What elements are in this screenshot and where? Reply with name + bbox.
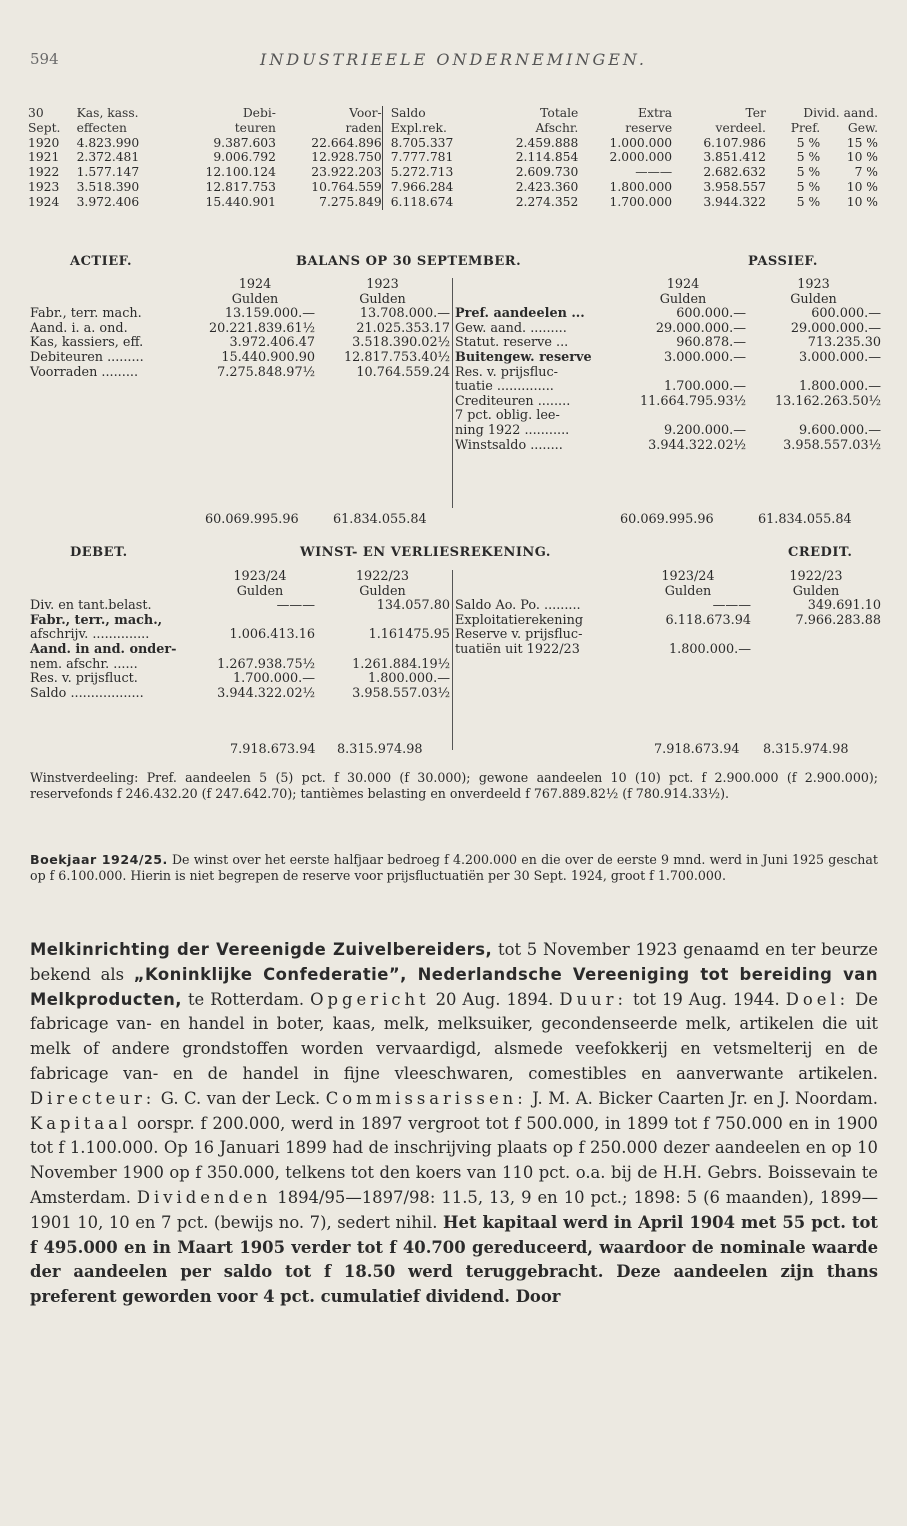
ledger-value: 134.057.80 — [376, 598, 450, 614]
balans-actief — [30, 278, 450, 380]
stats-cell: 9.387.603 — [213, 135, 276, 150]
stats-cell: 7.275.849 — [319, 194, 382, 209]
stats-cell: 1921 — [28, 150, 60, 165]
ledger-row — [30, 658, 450, 673]
unit-label: Gulden — [359, 291, 406, 307]
ledger-row — [455, 439, 881, 454]
ledger-value — [620, 409, 746, 424]
ledger-label: Debiteuren ......... — [30, 349, 144, 365]
article-text: 1894/95—1897/98: 11.5, 13, 9 en 10 pct.; 1898: 5 (6 maanden), 1899—1901 10, 10 en 7 pct. (bewijs no. 7), sedert nihil. — [30, 1187, 878, 1232]
boekjaar-paragraph — [30, 852, 878, 883]
stats-header-cell: Sept. — [28, 120, 61, 135]
ledger-value: 3.972.406.47 — [229, 335, 315, 351]
ledger-row — [455, 409, 881, 424]
year-label: 1923 — [366, 277, 399, 292]
ledger-row — [455, 307, 881, 322]
unit-label: Gulden — [231, 291, 279, 307]
unit-label: Gulden — [792, 583, 840, 599]
stats-cell: 1.000.000 — [609, 135, 673, 150]
stats-cell: 10 % — [846, 194, 878, 209]
year-label: 1922/23 — [355, 569, 410, 584]
ledger-value — [315, 643, 450, 658]
ledger-value: 1.800.000.— — [368, 671, 450, 687]
ledger-label: Res. v. prijsfluct. — [30, 671, 138, 687]
ledger-label: Fabr., terr. mach. — [30, 306, 142, 322]
winst-total-debet-b: 8.315.974.98 — [337, 742, 423, 757]
stats-cell: 1923 — [28, 179, 60, 194]
stats-row — [28, 136, 878, 151]
ledger-row — [30, 351, 450, 366]
ledger-value: ——— — [712, 598, 751, 614]
ledger-row — [30, 614, 450, 629]
ledger-value: 3.944.322.02½ — [217, 685, 315, 701]
stats-cell: 2.000.000 — [609, 150, 673, 165]
stats-cell: 1924 — [28, 194, 60, 209]
ledger-label: Gew. aand. ......... — [455, 320, 567, 336]
winst-debet — [30, 570, 450, 701]
ledger-value: ——— — [276, 598, 315, 614]
column-divider — [382, 106, 391, 121]
stats-cell: 4.823.990 — [76, 135, 140, 150]
stats-cell: 10 % — [846, 179, 878, 194]
stats-cell: 5 % — [796, 165, 821, 180]
ledger-row — [30, 672, 450, 687]
year-label: 1923/24 — [661, 569, 715, 584]
ledger-value: 3.944.322.02½ — [648, 437, 746, 453]
ledger-value: 3.958.557.03½ — [352, 685, 450, 701]
ledger-label: Buitengew. reserve — [455, 349, 592, 365]
stats-cell: 1.700.000 — [609, 194, 673, 209]
column-divider — [382, 180, 391, 195]
winst-total-debet-a: 7.918.673.94 — [230, 742, 316, 757]
article-text: De fabricage van- en handel in boter, kaas, melk, melksuiker, gecondenseerde melk, artikelen die uit melk of andere grondstoffen worden vervaardigd, alsmede veefokkerij en vetsmelterij en de fabricage van- en de handel in fijne vleeschwaren, comestibles en aanverwante artikelen. — [30, 989, 878, 1083]
boekjaar-text: De winst over het eerste halfjaar bedroeg f 4.200.000 en die over de eerste 9 mnd. werd in Juni 1925 geschat op f 6.100.000. Hierin is niet begrepen de reserve voor prijsfluctuatiën per 30 Sept. 1924, groot f 1.700.000. — [30, 852, 878, 883]
ledger-label: Saldo Ao. Po. ......... — [455, 598, 581, 614]
ledger-value: 3.000.000.— — [799, 349, 881, 365]
stats-header-cell: Pref. — [790, 120, 821, 135]
passief-heading: PASSIEF. — [748, 254, 818, 269]
opgericht-label: Opgericht — [310, 989, 430, 1009]
ledger-value: 7.966.283.88 — [795, 612, 881, 628]
ledger-label: Aand. i. a. ond. — [30, 320, 128, 336]
ledger-label: afschrijv. .............. — [30, 627, 150, 643]
stats-cell: 3.972.406 — [76, 194, 140, 209]
ledger-value: 960.878.— — [676, 335, 746, 351]
running-title: INDUSTRIEELE ONDERNEMINGEN. — [260, 50, 647, 69]
stats-cell: 15.440.901 — [205, 194, 276, 209]
stats-cell: 2.423.360 — [515, 179, 579, 194]
ledger-value: 1.700.000.— — [664, 379, 746, 395]
stats-cell: 3.518.390 — [76, 179, 140, 194]
stats-cell: 7 % — [854, 165, 878, 180]
stats-cell: 5 % — [796, 179, 821, 194]
ledger-value: 7.275.848.97½ — [217, 364, 315, 380]
ledger-label: Exploitatierekening — [455, 612, 584, 628]
stats-cell: 2.459.888 — [515, 135, 579, 150]
kapitaal-label: Kapitaal — [30, 1113, 132, 1133]
page-number: 594 — [30, 50, 59, 68]
ledger-value — [620, 366, 746, 381]
stats-cell: 2.274.352 — [515, 194, 579, 209]
stats-cell: 2.114.854 — [515, 150, 579, 165]
ledger-value: 6.118.673.94 — [665, 612, 751, 628]
column-divider — [382, 121, 391, 136]
company-name: Melkinrichting der Vereenigde Zuivelbereiders, — [30, 940, 493, 959]
year-label: 1924 — [238, 277, 272, 292]
year-label: 1922/23 — [789, 569, 843, 584]
directeur-label: Directeur: — [30, 1088, 156, 1108]
ledger-value — [746, 366, 881, 381]
ledger-value: 20.221.839.61½ — [208, 320, 315, 336]
stats-header-cell: teuren — [234, 120, 276, 135]
ledger-row — [455, 322, 881, 337]
ledger-row — [455, 366, 881, 381]
ledger-row — [30, 322, 450, 337]
winst-credit — [452, 570, 881, 750]
stats-cell: 1920 — [28, 135, 60, 150]
ledger-label: Aand. in and. onder- — [30, 641, 177, 657]
ledger-label: tuatie .............. — [455, 379, 554, 395]
stats-header-row — [28, 106, 878, 121]
balans-title: BALANS OP 30 SEPTEMBER. — [296, 254, 522, 269]
ledger-value: 1.267.938.75½ — [217, 656, 315, 672]
page-header — [30, 50, 877, 78]
article-paragraph — [30, 938, 878, 1310]
ledger-label: Res. v. prijsfluc- — [455, 364, 558, 380]
stats-header-cell: Kas, kass. — [76, 106, 139, 120]
stats-cell: 1922 — [28, 165, 60, 180]
unit-label: Gulden — [236, 583, 284, 599]
ledger-value: 1.261.884.19½ — [352, 656, 450, 672]
stats-header-cell: Voor- — [349, 106, 382, 120]
ledger-value: 11.664.795.93½ — [639, 393, 746, 409]
ledger-row — [455, 628, 881, 643]
ledger-label: Pref. aandeelen ... — [455, 306, 585, 322]
stats-header-cell: Totale — [540, 106, 579, 120]
stats-cell: 8.705.337 — [390, 135, 454, 150]
stats-cell: ——— — [635, 165, 673, 180]
stats-cell: 6.118.674 — [390, 194, 454, 209]
ledger-label: tuatiën uit 1922/23 — [455, 641, 580, 657]
ledger-value: 29.000.000.— — [790, 320, 881, 336]
stats-row — [28, 150, 878, 165]
winst-total-credit-a: 7.918.673.94 — [654, 742, 740, 757]
duur-label: Duur: — [559, 989, 627, 1009]
stats-header-cell: Extra — [638, 106, 673, 120]
year-label: 1923/24 — [233, 569, 287, 584]
ledger-value: 15.440.900.90 — [221, 349, 315, 365]
stats-cell: 5 % — [796, 150, 821, 165]
credit-heading: CREDIT. — [788, 545, 853, 560]
ledger-value: 21.025.353.17 — [356, 320, 450, 336]
stats-cell: 5 % — [796, 194, 821, 209]
stats-header-cell: raden — [345, 120, 382, 135]
unit-label: Gulden — [359, 583, 406, 599]
column-divider — [382, 165, 391, 180]
ledger-value: 1.800.000.— — [669, 641, 751, 657]
article-text: J. M. A. Bicker Caarten Jr. en J. Noordam. — [526, 1088, 878, 1108]
stats-cell: 12.100.124 — [205, 165, 276, 180]
article-text: 20 Aug. 1894. — [429, 989, 560, 1009]
stats-header-cell: Expl.rek. — [390, 120, 447, 135]
stats-cell: 2.682.632 — [703, 165, 766, 180]
stats-cell: 5.272.713 — [390, 165, 454, 180]
stats-cell: 3.944.322 — [703, 194, 766, 209]
ledger-value: 1.006.413.16 — [229, 627, 315, 643]
ledger-value — [205, 643, 315, 658]
ledger-value — [625, 628, 751, 643]
ledger-row — [455, 336, 881, 351]
ledger-value: 9.200.000.— — [664, 422, 746, 438]
ledger-label: Winstsaldo ........ — [455, 437, 563, 453]
unit-label: Gulden — [790, 291, 837, 307]
year-label: 1924 — [666, 277, 700, 292]
dividenden-label: Dividenden — [136, 1187, 272, 1207]
stats-header-cell: Divid. aand. — [803, 106, 878, 120]
balans-total-actief-1923: 61.834.055.84 — [333, 512, 427, 527]
stats-header-row — [28, 121, 878, 136]
statistics-table — [28, 106, 878, 210]
stats-cell: 3.958.557 — [703, 179, 766, 194]
article-text: tot 19 Aug. 1944. — [626, 989, 786, 1009]
stats-cell: 15 % — [846, 135, 878, 150]
stats-header-cell: Afschr. — [535, 120, 579, 135]
stats-cell: 9.006.792 — [213, 150, 276, 165]
ledger-label: Div. en tant.belast. — [30, 598, 152, 614]
stats-cell: 7.777.781 — [390, 150, 454, 165]
winst-title: WINST- EN VERLIESREKENING. — [300, 545, 551, 560]
ledger-label: ning 1922 ........... — [455, 422, 570, 438]
stats-header-cell: verdeel. — [715, 120, 766, 135]
stats-cell: 1.800.000 — [609, 179, 673, 194]
ledger-label: Saldo .................. — [30, 685, 144, 701]
ledger-row — [455, 380, 881, 395]
ledger-row — [30, 336, 450, 351]
ledger-row — [455, 424, 881, 439]
ledger-row — [455, 351, 881, 366]
column-divider — [382, 150, 391, 165]
article-text: tot 5 November 1923 genaamd en ter beurze bekend als — [30, 940, 878, 984]
stats-cell: 1.577.147 — [76, 165, 140, 180]
ledger-value: 29.000.000.— — [655, 320, 746, 336]
company-alias: „Koninklijke Confederatie”, Nederlandsche Vereeniging tot bereiding van Melkproducten, — [30, 964, 878, 1009]
ledger-value: 9.600.000.— — [799, 422, 881, 438]
ledger-value: 13.162.263.50½ — [774, 393, 881, 409]
boekjaar-label: Boekjaar 1924/25. — [30, 852, 168, 867]
ledger-label: Crediteuren ........ — [455, 393, 571, 409]
stats-header-cell: Saldo — [390, 106, 426, 120]
unit-label: Gulden — [664, 583, 712, 599]
stats-row — [28, 180, 878, 195]
ledger-value: 13.708.000.— — [359, 306, 450, 322]
ledger-row — [30, 643, 450, 658]
ledger-label: Statut. reserve ... — [455, 335, 569, 351]
stats-header-cell: Debi- — [242, 106, 276, 120]
stats-cell: 10.764.559 — [311, 179, 382, 194]
actief-heading: ACTIEF. — [70, 254, 133, 269]
ledger-label: Kas, kassiers, eff. — [30, 335, 144, 351]
balans-total-passief-1924: 60.069.995.96 — [620, 512, 714, 527]
article-text: te Rotterdam. — [182, 989, 311, 1009]
stats-row — [28, 195, 878, 210]
ledger-value: 13.159.000.— — [224, 306, 315, 322]
article-text-bold: Het kapitaal werd in April 1904 met 55 pct. tot f 495.000 en in Maart 1905 verder tot f 40.700 gereduceerd, waardoor de nominale waarde der aandeelen per saldo tot f 18.50 werd teruggebracht. Deze aandeelen zijn thans preferent geworden voor 4 pct. cumulatief dividend. Door — [30, 1212, 879, 1307]
stats-cell: 12.928.750 — [311, 150, 382, 165]
ledger-value: 10.764.559.24 — [356, 364, 450, 380]
year-label: 1923 — [797, 277, 830, 292]
ledger-value: 600.000.— — [811, 306, 881, 322]
stats-cell: 2.609.730 — [515, 165, 579, 180]
ledger-row — [455, 614, 881, 629]
stats-cell: 7.966.284 — [390, 179, 454, 194]
ledger-value: 713.235.30 — [807, 335, 881, 351]
ledger-value: 3.958.557.03½ — [783, 437, 881, 453]
ledger-row — [30, 599, 450, 614]
stats-cell: 12.817.753 — [205, 179, 276, 194]
debet-heading: DEBET. — [70, 545, 128, 560]
ledger-label: Fabr., terr., mach., — [30, 612, 163, 628]
stats-header-cell: reserve — [625, 120, 673, 135]
ledger-label: 7 pct. oblig. lee- — [455, 408, 560, 424]
winst-total-credit-b: 8.315.974.98 — [763, 742, 849, 757]
stats-header-cell: effecten — [76, 120, 127, 135]
ledger-value: 1.800.000.— — [799, 379, 881, 395]
stats-cell: 22.664.896 — [311, 135, 382, 150]
article-text: oorspr. f 200.000, werd in 1897 vergroot tot f 500.000, in 1899 tot f 750.000 en in 1900 tot f 1.100.000. Op 16 Januari 1899 had de inschrijving plaats op f 250.000 dezer aandeelen en op 10 November 1900 op f 350.000, telkens tot den koers van 110 pct. o.a. bij de H.H. Gebrs. Boissevain te Amsterdam. — [30, 1113, 878, 1207]
stats-row — [28, 165, 878, 180]
stats-cell: 23.922.203 — [311, 165, 382, 180]
stats-header-cell: Ter — [745, 106, 766, 120]
unit-label: Gulden — [659, 291, 707, 307]
doel-label: Doel: — [785, 989, 850, 1009]
balans-passief — [452, 278, 881, 508]
stats-cell: 10 % — [846, 150, 878, 165]
ledger-value: 1.700.000.— — [233, 671, 315, 687]
ledger-row — [455, 599, 881, 614]
stats-cell: 3.851.412 — [703, 150, 766, 165]
article-text: G. C. van der Leck. — [155, 1088, 326, 1108]
ledger-value — [205, 614, 315, 629]
ledger-value — [751, 643, 881, 658]
ledger-row — [30, 366, 450, 381]
column-divider — [382, 195, 391, 210]
ledger-value — [746, 409, 881, 424]
ledger-row — [30, 687, 450, 702]
stats-cell: 5 % — [796, 135, 821, 150]
ledger-label: Voorraden ......... — [30, 364, 139, 380]
ledger-value: 349.691.10 — [807, 598, 881, 614]
ledger-value: 3.518.390.02½ — [352, 335, 450, 351]
ledger-value — [315, 614, 450, 629]
ledger-value: 3.000.000.— — [664, 349, 746, 365]
ledger-label: nem. afschr. ...... — [30, 656, 138, 672]
ledger-value: 600.000.— — [676, 306, 746, 322]
winstverdeeling-paragraph: Winstverdeeling: Pref. aandeelen 5 (5) pct. f 30.000 (f 30.000); gewone aandeelen 10 (10) pct. f 2.900.000 (f 2.900.000); reservefonds f 246.432.20 (f 247.642.70); tantièmes belasting en onverdeeld f 767.889.82½ (f 780.914.33½). — [30, 770, 878, 801]
balans-total-passief-1923: 61.834.055.84 — [758, 512, 852, 527]
column-divider — [382, 136, 391, 151]
stats-cell: 6.107.986 — [703, 135, 766, 150]
ledger-row — [30, 307, 450, 322]
ledger-row — [455, 395, 881, 410]
stats-header-cell: Gew. — [847, 120, 878, 135]
ledger-label: Reserve v. prijsfluc- — [455, 627, 583, 643]
commissarissen-label: Commissarissen: — [325, 1088, 527, 1108]
ledger-value: 1.161475.95 — [368, 627, 450, 643]
ledger-row — [455, 643, 881, 658]
stats-header-cell: 30 — [28, 106, 44, 120]
ledger-value — [751, 628, 881, 643]
ledger-value: 12.817.753.40½ — [343, 349, 450, 365]
stats-cell: 2.372.481 — [76, 150, 140, 165]
balans-total-actief-1924: 60.069.995.96 — [205, 512, 299, 527]
ledger-row — [30, 628, 450, 643]
